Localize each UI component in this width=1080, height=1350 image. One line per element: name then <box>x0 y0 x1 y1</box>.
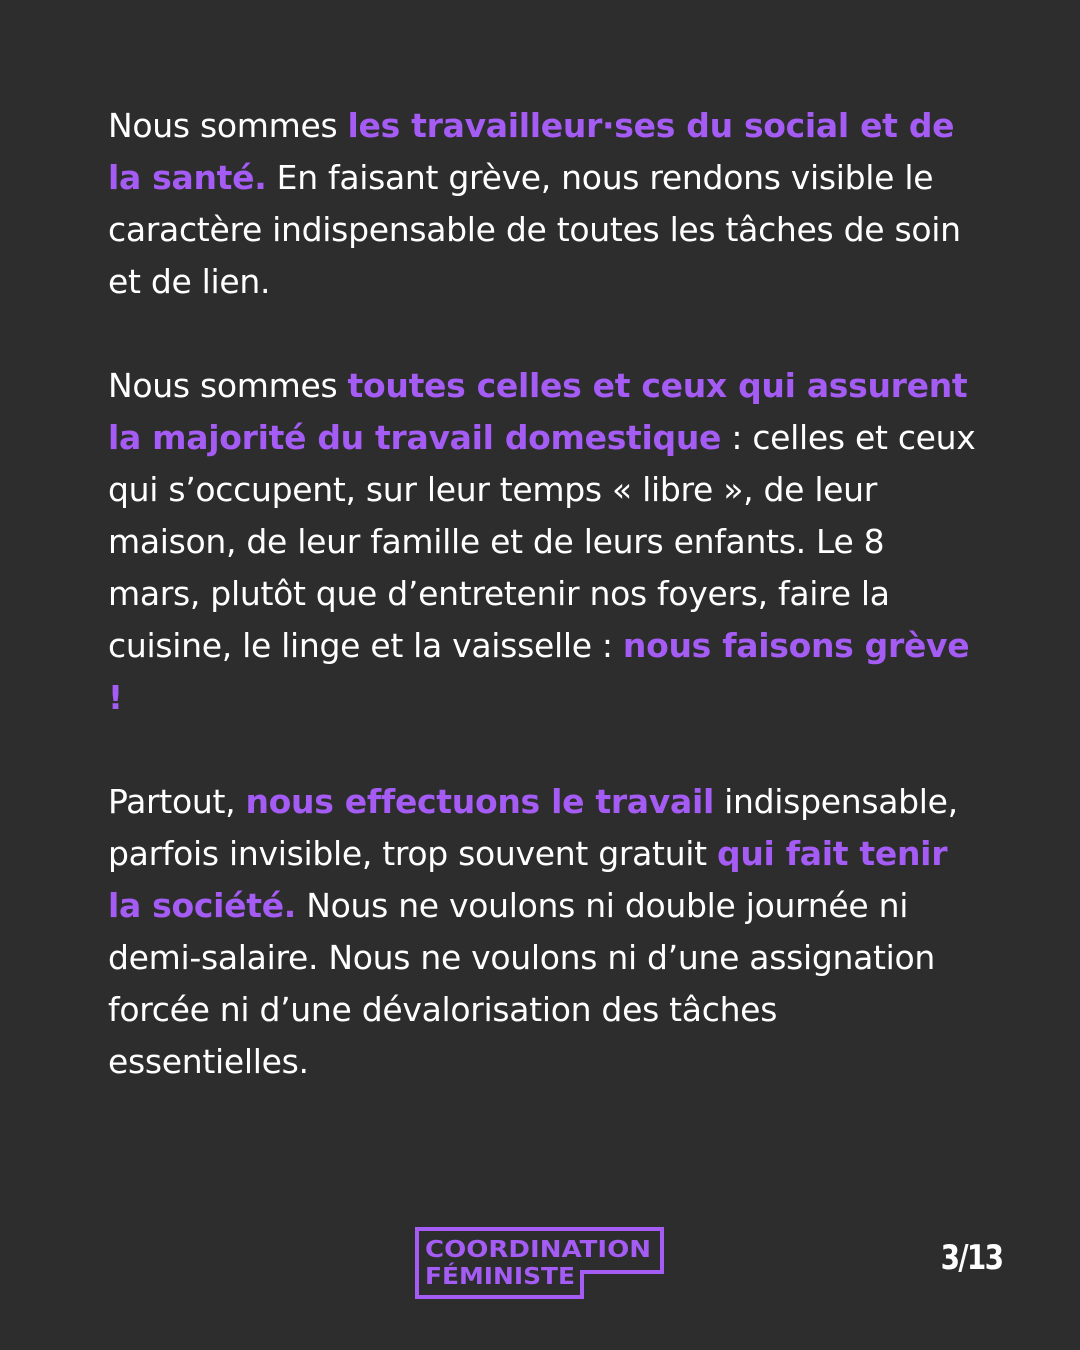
highlighted-text: nous effectuons le travail <box>245 782 714 821</box>
page-number: 3/13 <box>940 1238 1002 1278</box>
paragraph-text: Nous sommes <box>108 366 348 405</box>
coordination-feministe-logo <box>414 1226 666 1300</box>
highlighted-text: qui fait tenir la société. <box>108 834 948 925</box>
highlighted-text: nous faisons grève ! <box>108 626 970 717</box>
paragraph-text: Partout, <box>108 782 246 821</box>
paragraph-3 <box>108 776 978 1088</box>
paragraph-text: En faisant grève, nous rendons visible le caractère indispensable de toutes les tâches de soin et de lien. <box>108 158 961 301</box>
highlighted-text: les travailleur·ses du social et de la santé. <box>108 106 955 197</box>
highlighted-text: toutes celles et ceux qui assurent la majorité du travail domestique <box>108 366 968 457</box>
logo-line-2: FÉMINISTE <box>425 1264 564 1290</box>
paragraph-text: Nous ne voulons ni double journée ni demi-salaire. Nous ne voulons ni d’une assignation forcée ni d’une dévalorisation des tâches essentielles. <box>108 886 936 1081</box>
paragraph-text: indispensable, parfois invisible, trop souvent gratuit <box>108 782 958 873</box>
paragraph-text: Nous sommes <box>108 106 348 145</box>
paragraph-1 <box>108 100 978 308</box>
main-text <box>108 100 978 1140</box>
logo-line-1: COORDINATION <box>425 1237 651 1263</box>
paragraph-text: : celles et ceux qui s’occupent, sur leur temps « libre », de leur maison, de leur famille et de leurs enfants. Le 8 mars, plutôt que d’entretenir nos foyers, faire la cuisine, le linge et la vaisselle : <box>108 418 976 665</box>
paragraph-2 <box>108 360 978 724</box>
